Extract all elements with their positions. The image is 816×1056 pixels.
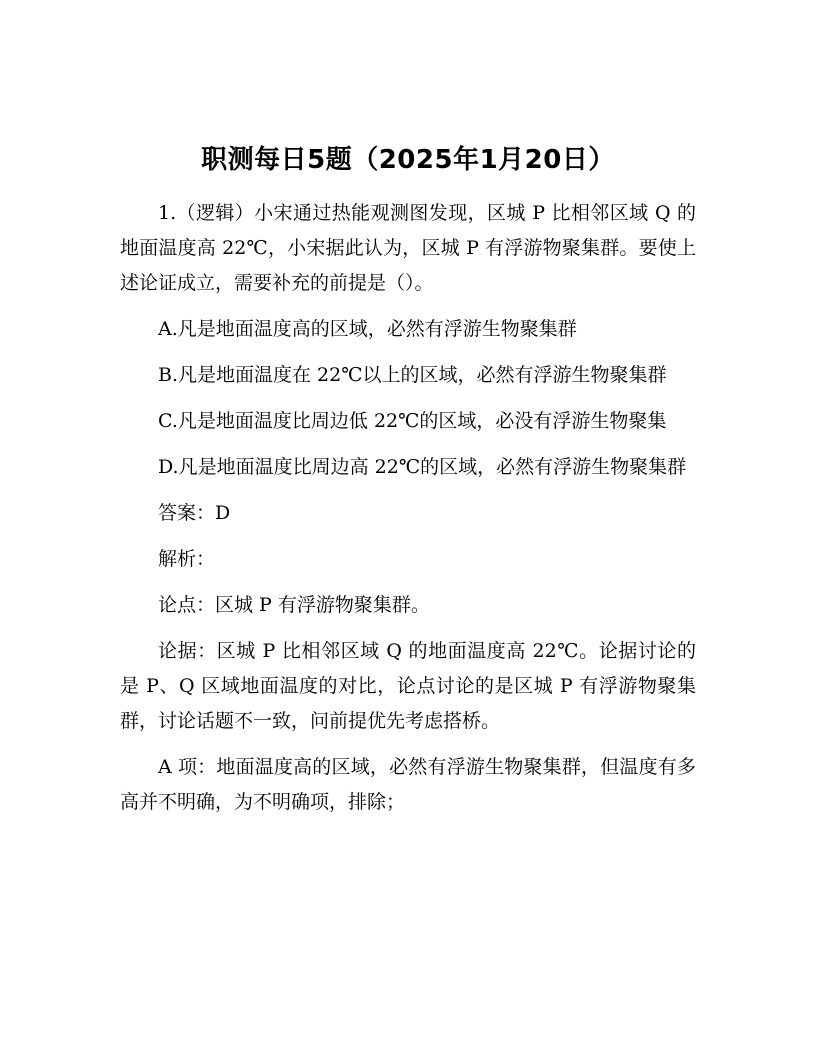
option-c: C.凡是地面温度比周边低 22℃的区域，必没有浮游生物聚集 <box>158 410 667 432</box>
option-b: B.凡是地面温度在 22℃以上的区域，必然有浮游生物聚集群 <box>158 364 667 386</box>
question-text: 1.（逻辑）小宋通过热能观测图发现，区城 P 比相邻区域 Q 的地面温度高 22℃，小宋据此认为，区城 P 有浮游物聚集群。要使上述论证成立，需要补充的前提是（）。 <box>120 202 696 294</box>
option-a-analysis: A 项：地面温度高的区域，必然有浮游生物聚集群，但温度有多高并不明确，为不明确项，排除； <box>120 756 696 813</box>
document-body <box>120 196 696 831</box>
argument-evidence: 论据：区城 P 比相邻区域 Q 的地面温度高 22℃。论据讨论的是 P、Q 区域地面温度的对比，论点讨论的是区城 P 有浮游物聚集群，讨论话题不一致，问前提优先考虑搭桥。 <box>120 640 696 732</box>
argument-point: 论点：区城 P 有浮游物聚集群。 <box>158 594 430 616</box>
page-title: 职测每日5题（2025年1月20日） <box>201 145 615 175</box>
option-d: D.凡是地面温度比周边高 22℃的区域，必然有浮游生物聚集群 <box>158 456 687 478</box>
answer-text: 答案：D <box>158 502 231 524</box>
analysis-label: 解析： <box>158 548 216 570</box>
option-a: A.凡是地面温度高的区域，必然有浮游生物聚集群 <box>158 318 577 340</box>
